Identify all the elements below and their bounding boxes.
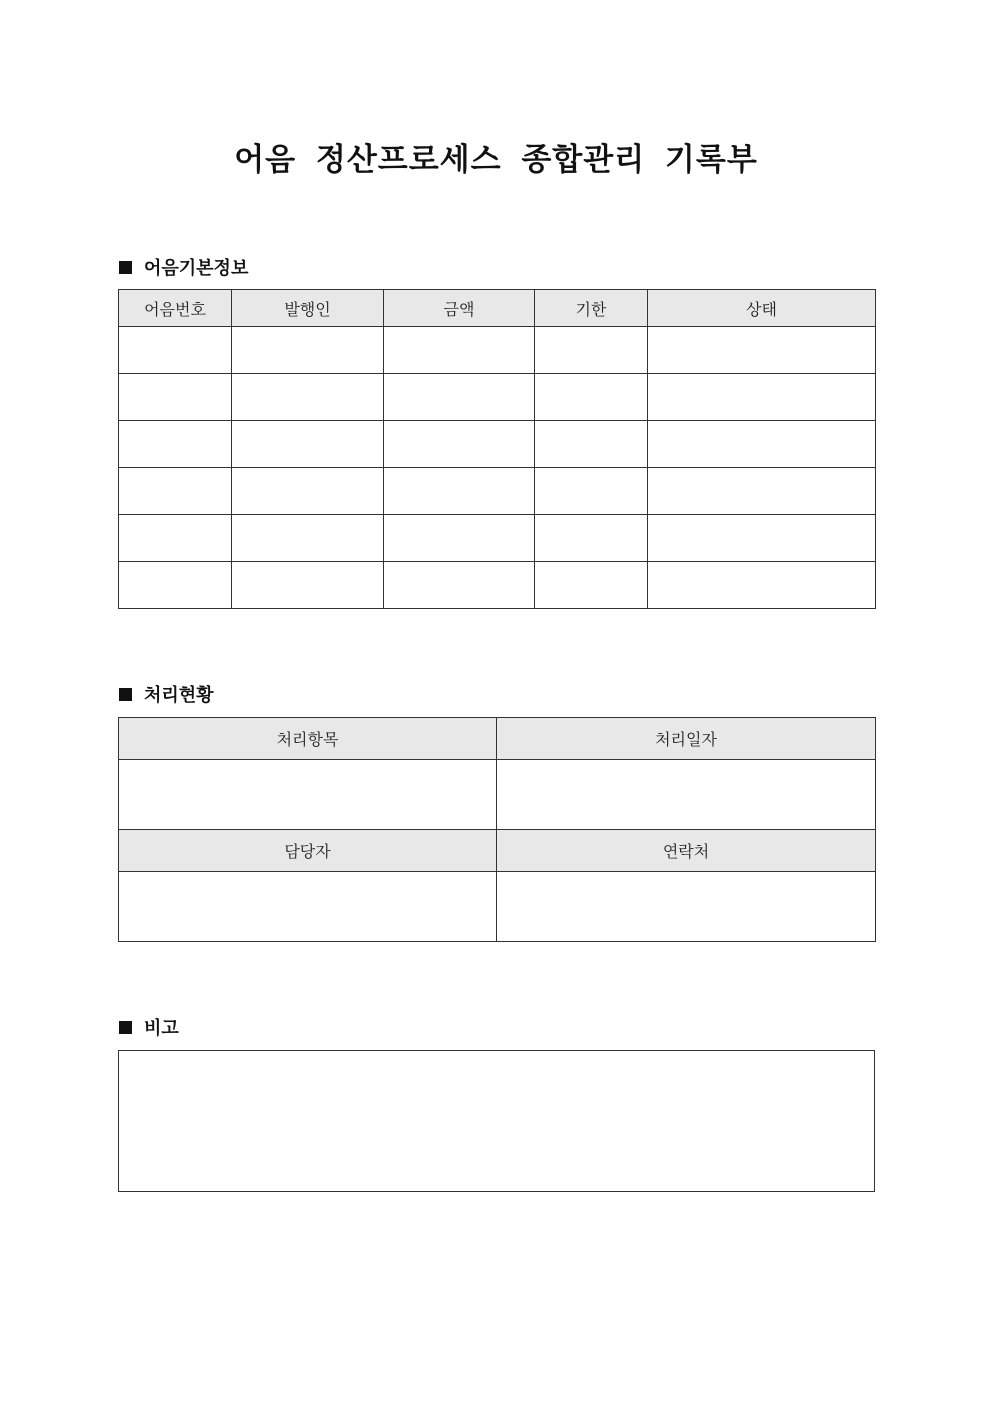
cell-due-date[interactable] <box>535 562 648 609</box>
column-header-amount: 금액 <box>384 290 535 327</box>
cell-issuer[interactable] <box>232 421 384 468</box>
cell-status[interactable] <box>648 327 876 374</box>
cell-note-number[interactable] <box>119 374 232 421</box>
section-heading-basic-info <box>119 254 248 280</box>
cell-manager[interactable] <box>119 872 497 942</box>
section-heading-processing <box>119 681 214 707</box>
cell-note-number[interactable] <box>119 327 232 374</box>
section-heading-label: 비고 <box>144 1018 179 1039</box>
label-processing-item: 처리항목 <box>119 718 497 760</box>
square-bullet-icon <box>119 688 132 701</box>
table-row <box>119 374 876 421</box>
cell-issuer[interactable] <box>232 468 384 515</box>
cell-amount[interactable] <box>384 562 535 609</box>
cell-status[interactable] <box>648 421 876 468</box>
cell-processing-date[interactable] <box>497 760 876 830</box>
cell-status[interactable] <box>648 374 876 421</box>
cell-issuer[interactable] <box>232 515 384 562</box>
cell-amount[interactable] <box>384 515 535 562</box>
column-header-due-date: 기한 <box>535 290 648 327</box>
label-processing-date: 처리일자 <box>497 718 876 760</box>
cell-note-number[interactable] <box>119 468 232 515</box>
table-row <box>119 562 876 609</box>
processing-table <box>118 717 876 942</box>
table-row <box>119 468 876 515</box>
cell-status[interactable] <box>648 468 876 515</box>
table-row <box>119 515 876 562</box>
column-header-note-number: 어음번호 <box>119 290 232 327</box>
cell-due-date[interactable] <box>535 374 648 421</box>
basic-info-table <box>118 289 876 609</box>
square-bullet-icon <box>119 261 132 274</box>
table-row <box>119 421 876 468</box>
cell-status[interactable] <box>648 515 876 562</box>
column-header-issuer: 발행인 <box>232 290 384 327</box>
label-manager: 담당자 <box>119 830 497 872</box>
cell-due-date[interactable] <box>535 327 648 374</box>
table-row <box>119 327 876 374</box>
cell-amount[interactable] <box>384 374 535 421</box>
table-header-row <box>119 718 876 760</box>
cell-amount[interactable] <box>384 468 535 515</box>
section-heading-remarks <box>119 1014 179 1040</box>
table-header-row <box>119 830 876 872</box>
cell-note-number[interactable] <box>119 515 232 562</box>
cell-issuer[interactable] <box>232 562 384 609</box>
cell-due-date[interactable] <box>535 515 648 562</box>
remarks-box[interactable] <box>118 1050 875 1192</box>
table-header-row <box>119 290 876 327</box>
cell-amount[interactable] <box>384 327 535 374</box>
column-header-status: 상태 <box>648 290 876 327</box>
cell-contact[interactable] <box>497 872 876 942</box>
table-row <box>119 872 876 942</box>
cell-status[interactable] <box>648 562 876 609</box>
document-title: 어음 정산프로세스 종합관리 기록부 <box>234 142 758 178</box>
cell-note-number[interactable] <box>119 421 232 468</box>
section-heading-label: 어음기본정보 <box>144 258 249 279</box>
square-bullet-icon <box>119 1021 132 1034</box>
cell-note-number[interactable] <box>119 562 232 609</box>
cell-due-date[interactable] <box>535 468 648 515</box>
label-contact: 연락처 <box>497 830 876 872</box>
section-heading-label: 처리현황 <box>144 685 214 706</box>
table-row <box>119 760 876 830</box>
cell-amount[interactable] <box>384 421 535 468</box>
cell-issuer[interactable] <box>232 374 384 421</box>
cell-processing-item[interactable] <box>119 760 497 830</box>
cell-issuer[interactable] <box>232 327 384 374</box>
cell-due-date[interactable] <box>535 421 648 468</box>
